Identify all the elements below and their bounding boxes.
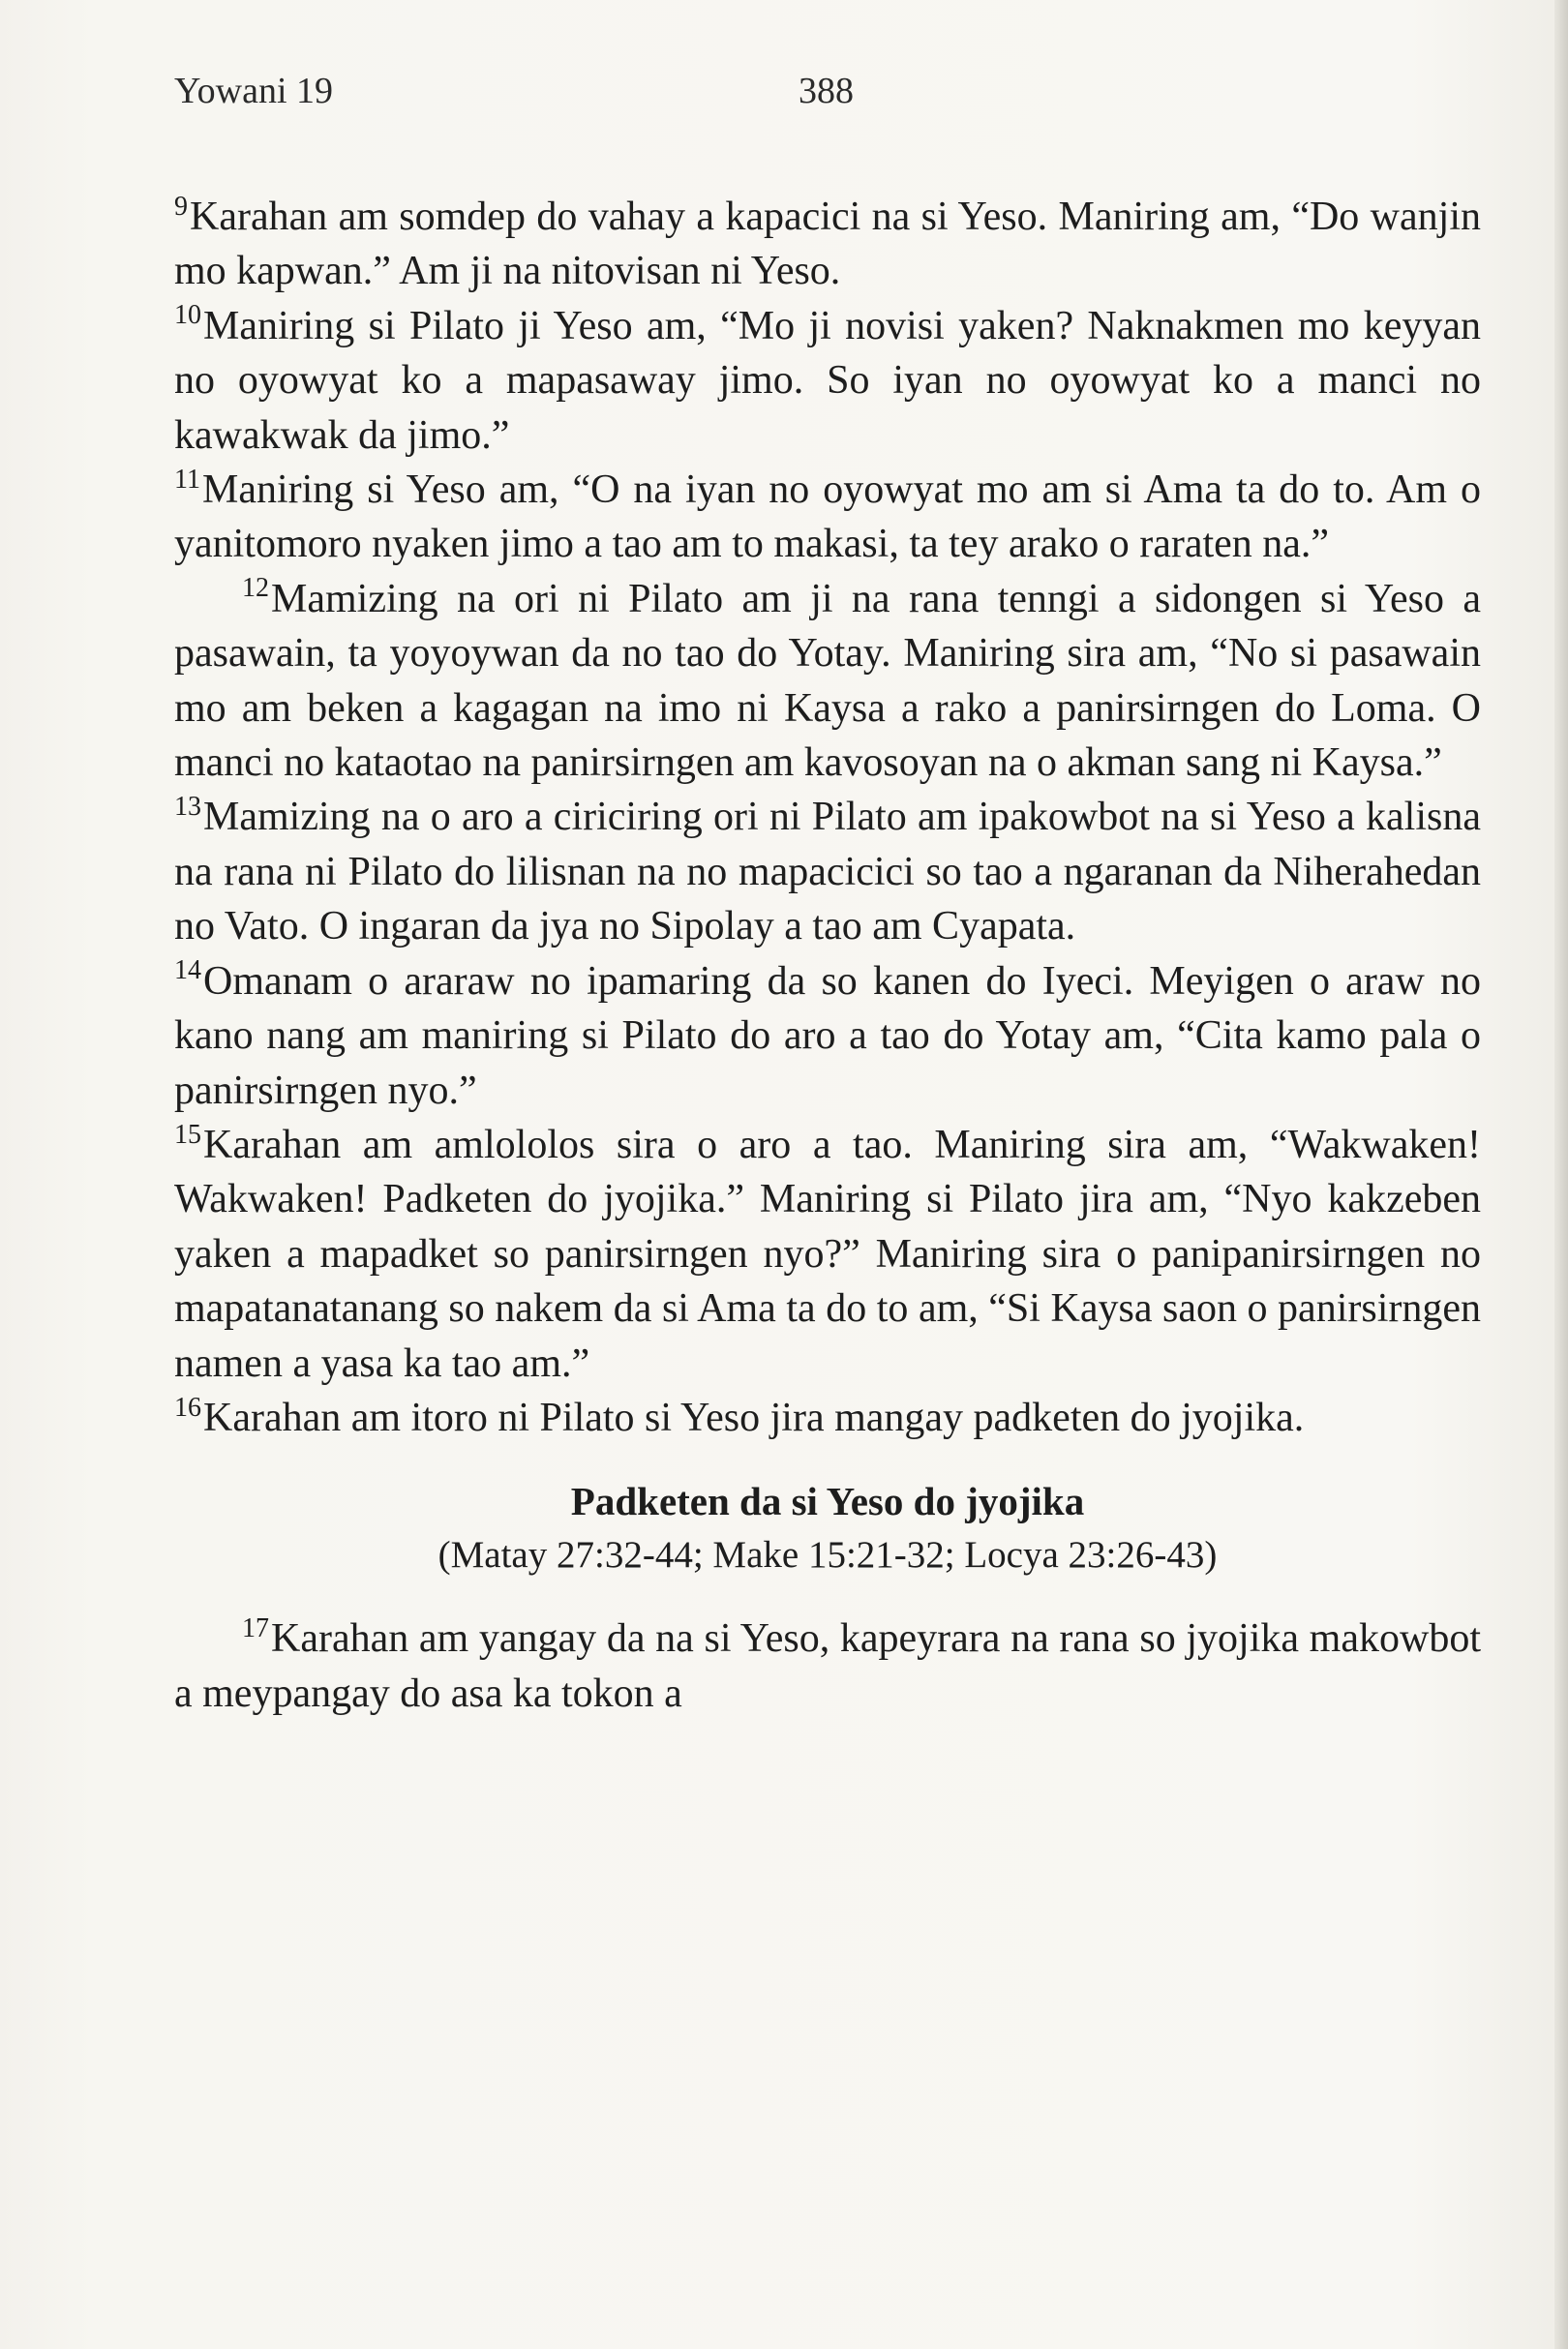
verse-9 [174,190,1481,299]
verse-number: 10 [174,300,201,331]
verse-14 [174,954,1481,1118]
verse-number: 15 [174,1119,201,1150]
verse-text: Karahan am itoro ni Pilato si Yeso jira mangay padketen do jyojika. [203,1395,1305,1440]
verse-number: 17 [242,1612,269,1643]
verse-11 [174,463,1481,572]
verse-text: Omanam o araraw no ipamaring da so kanen do Iyeci. Meyigen o araw no kano nang am maniring si Pilato do aro a tao do Yotay am, “Cita kamo pala o panirsirngen nyo.” [174,958,1481,1113]
verse-text: Maniring si Pilato ji Yeso am, “Mo ji novisi yaken? Naknakmen mo keyyan no oyowyat ko a mapasaway jimo. So iyan no oyowyat ko a manci no kawakwak da jimo.” [174,303,1481,458]
verse-text: Karahan am somdep do vahay a kapacici na si Yeso. Maniring am, “Do wanjin mo kapwan.” Am ji na nitovisan ni Yeso. [174,195,1481,294]
verse-number: 13 [174,792,201,823]
scripture-text [174,190,1481,1721]
verse-number: 12 [242,573,269,604]
section-title: Padketen da si Yeso do jyojika [570,1479,1085,1524]
verse-number: 11 [174,464,200,495]
running-head: Yowani 19 [174,71,334,111]
verse-text: Mamizing na ori ni Pilato am ji na rana tenngi a sidongen si Yeso a pasawain, ta yoyoywan da no tao do Yotay. Maniring sira am, “No si pasawain mo am beken a kagagan na imo ni Kaysa a rako a panirsirngen do Loma. O manci no kataotao na panirsirngen am kavosoyan na o akman sang ni Kaysa.” [174,576,1481,786]
page-edge [1554,0,1568,2349]
verse-15 [174,1118,1481,1391]
verse-number: 16 [174,1392,201,1423]
verse-17 [174,1611,1481,1721]
verse-text: Mamizing na o aro a ciriciring ori ni Pilato am ipakowbot na si Yeso a kalisna na rana ni Pilato do lilisnan na no mapacicici so tao a ngaranan da Niherahedan no Vato. O ingaran da jya no Sipolay a tao am Cyapata. [174,795,1481,949]
verse-10 [174,299,1481,463]
verse-number: 14 [174,955,201,986]
verse-text: Karahan am amlololos sira o aro a tao. Maniring sira am, “Wakwaken! Wakwaken! Padketen do jyojika.” Maniring si Pilato jira am, “Nyo kakzeben yaken a mapadket so panirsirngen nyo?” Maniring sira o panipanirsirngen no mapatanatanang so nakem da si Ama ta do to am, “Si Kaysa saon o panirsirngen namen a yasa ka tao am.” [174,1122,1481,1386]
verse-number: 9 [174,191,188,222]
verse-16 [174,1391,1481,1445]
page-number: 388 [799,71,854,111]
section-heading [174,1474,1481,1582]
verse-text: Karahan am yangay da na si Yeso, kapeyrara na rana so jyojika makowbot a meypangay do asa ka tokon a [174,1616,1481,1716]
verse-text: Maniring si Yeso am, “O na iyan no oyowyat mo am si Ama ta do to. Am o yanitomoro nyaken jimo a tao am to makasi, ta tey arako o raraten na.” [174,467,1481,567]
section-references: (Matay 27:32-44; Make 15:21-32; Locya 23:26-43) [437,1534,1218,1577]
page-header [174,70,1481,128]
verse-12 [174,572,1481,791]
verse-13 [174,790,1481,953]
